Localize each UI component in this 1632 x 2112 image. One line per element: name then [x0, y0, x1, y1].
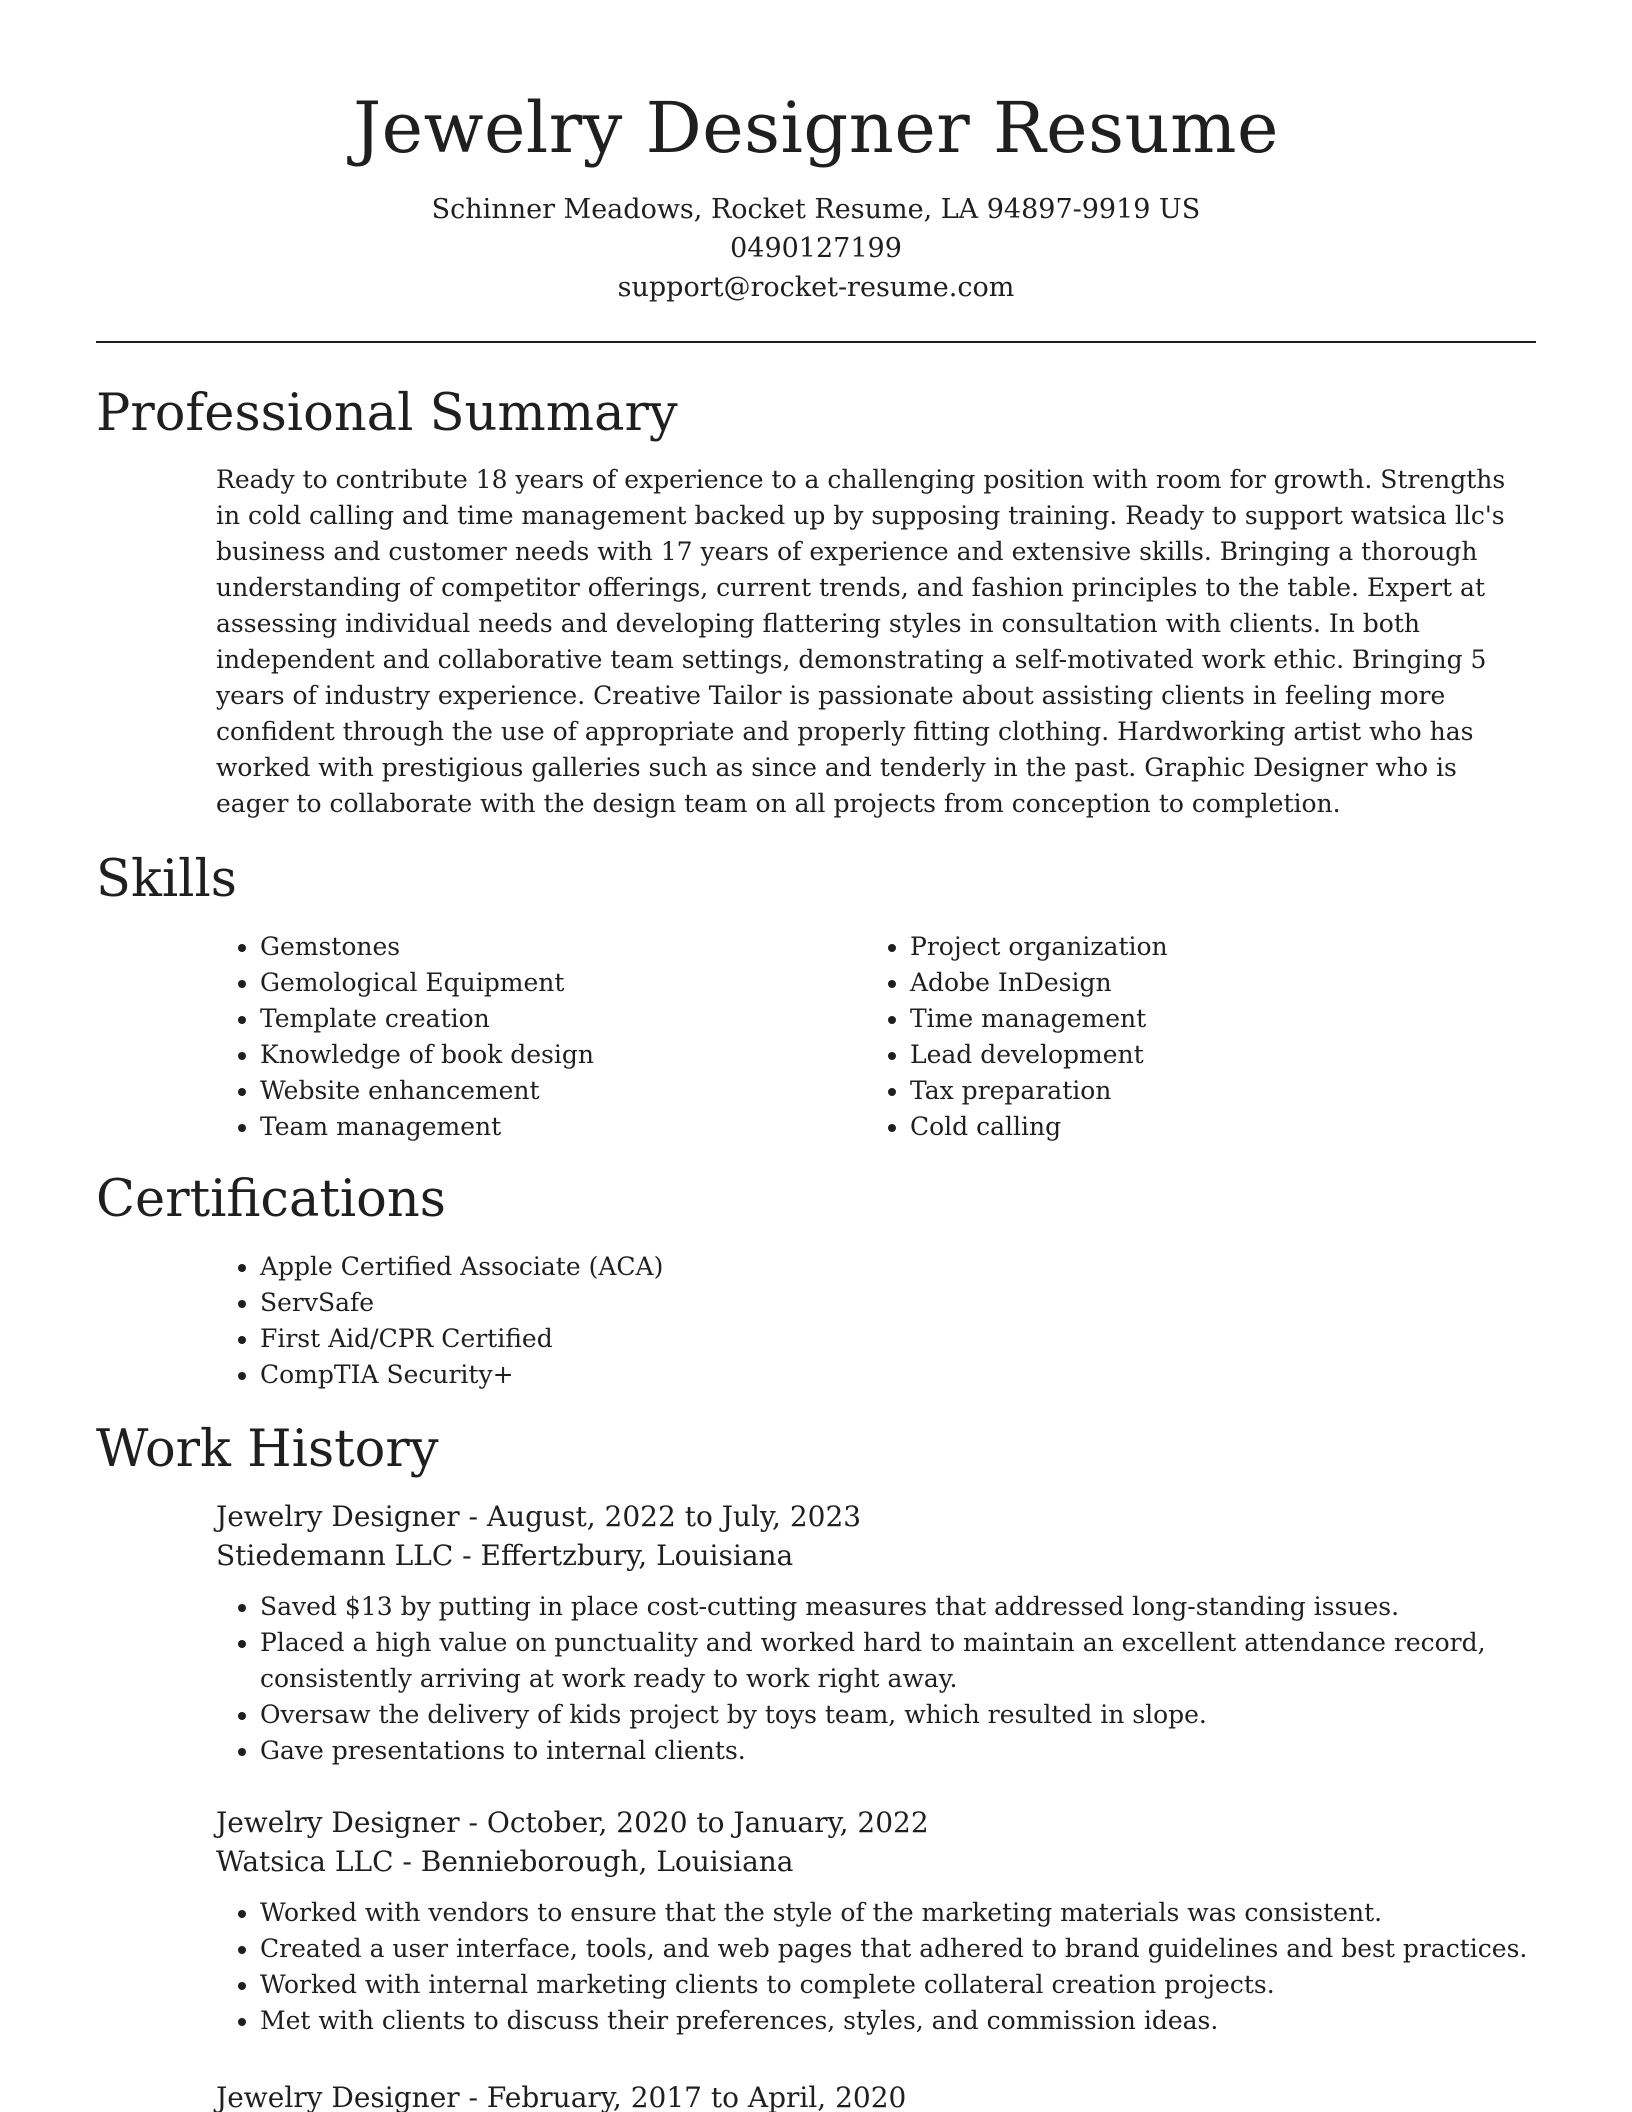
skill-item: • Time management	[910, 1001, 1516, 1037]
contact-info	[0, 190, 1632, 307]
skill-item: • Template creation	[260, 1001, 836, 1037]
skill-item: • Gemstones	[260, 929, 836, 965]
job-bullet: • Met with clients to discuss their preferences, styles, and commission ideas.	[260, 2003, 1536, 2039]
skill-item: • Team management	[260, 1109, 836, 1145]
skills-list-left	[216, 929, 836, 1145]
section-title-summary: Professional Summary	[96, 384, 678, 443]
skill-item: • Knowledge of book design	[260, 1037, 836, 1073]
job-entry	[216, 2078, 1536, 2112]
skill-item: • Cold calling	[910, 1109, 1516, 1145]
skills-column-left	[216, 929, 836, 1145]
skill-item: • Tax preparation	[910, 1073, 1516, 1109]
contact-phone: 0490127199	[730, 233, 902, 264]
certification-item: • ServSafe	[260, 1285, 1516, 1321]
skills-column-right	[866, 929, 1516, 1145]
section-title-skills: Skills	[96, 850, 237, 909]
skill-item: • Lead development	[910, 1037, 1516, 1073]
job-title: Jewelry Designer - February, 2017 to April, 2020	[216, 2081, 907, 2112]
header-divider	[96, 341, 1536, 343]
job-title: Jewelry Designer - August, 2022 to July, 2023	[216, 1500, 862, 1533]
section-title-work-history: Work History	[96, 1420, 439, 1479]
resume-header	[0, 0, 1632, 307]
certification-item: • Apple Certified Associate (ACA)	[260, 1249, 1516, 1285]
job-bullets	[216, 1895, 1536, 2039]
skill-item: • Gemological Equipment	[260, 965, 836, 1001]
resume-title: Jewelry Designer Resume	[353, 87, 1279, 169]
job-bullet: • Saved $13 by putting in place cost-cutting measures that addressed long-standing issues.	[260, 1589, 1536, 1625]
job-title: Jewelry Designer - October, 2020 to January, 2022	[216, 1806, 929, 1839]
certifications-list	[216, 1249, 1516, 1393]
job-bullet: • Worked with vendors to ensure that the style of the marketing materials was consistent.	[260, 1895, 1536, 1931]
certification-item: • CompTIA Security+	[260, 1357, 1516, 1393]
job-entry	[216, 1497, 1536, 1769]
job-bullet: • Worked with internal marketing clients to complete collateral creation projects.	[260, 1967, 1536, 2003]
job-company: Stiedemann LLC - Effertzbury, Louisiana	[216, 1539, 794, 1572]
skill-item: • Website enhancement	[260, 1073, 836, 1109]
job-bullet: • Oversaw the delivery of kids project by toys team, which resulted in slope.	[260, 1697, 1536, 1733]
job-company: Watsica LLC - Bennieborough, Louisiana	[216, 1845, 794, 1878]
section-title-certifications: Certifications	[96, 1170, 446, 1229]
skill-item: • Adobe InDesign	[910, 965, 1516, 1001]
job-bullet: • Placed a high value on punctuality and worked hard to maintain an excellent attendance record, consistently arriving at work ready to work right away.	[260, 1625, 1536, 1697]
summary-text: Ready to contribute 18 years of experience to a challenging position with room for growth. Strengths in cold calling and time management backed up by supposing training. Ready to support watsica llc's business and customer needs with 17 years of experience and extensive skills. Bringing a thorough understanding of competitor offerings, current trends, and fashion principles to the table. Expert at assessing individual needs and developing flattering styles in consultation with clients. In both independent and collaborative team settings, demonstrating a self-motivated work ethic. Bringing 5 years of industry experience. Creative Tailor is passionate about assisting clients in feeling more confident through the use of appropriate and properly fitting clothing. Hardworking artist who has worked with prestigious galleries such as since and tenderly in the past. Graphic Designer who is eager to collaborate with the design team on all projects from conception to completion.	[216, 465, 1506, 818]
certifications-block	[216, 1249, 1516, 1393]
job-bullets	[216, 1589, 1536, 1769]
skill-item: • Project organization	[910, 929, 1516, 965]
contact-address: Schinner Meadows, Rocket Resume, LA 94897-9919 US	[431, 194, 1201, 225]
skills-list-right	[866, 929, 1516, 1145]
contact-email[interactable]: support@rocket-resume.com	[617, 272, 1015, 303]
job-bullet: • Gave presentations to internal clients.	[260, 1733, 1536, 1769]
job-entry	[216, 1803, 1536, 2039]
job-bullet: • Created a user interface, tools, and web pages that adhered to brand guidelines and best practices.	[260, 1931, 1536, 1967]
certification-item: • First Aid/CPR Certified	[260, 1321, 1516, 1357]
